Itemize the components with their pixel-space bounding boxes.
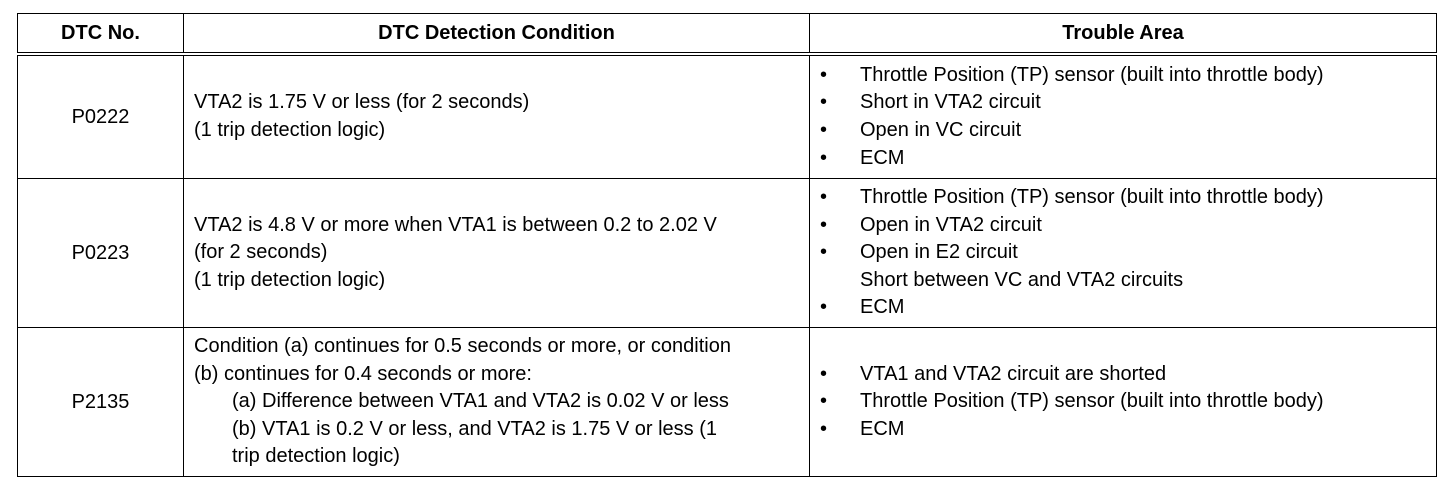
dtc-code: P2135: [18, 328, 184, 477]
bullet-icon: •: [820, 63, 828, 86]
condition-line: (b) continues for 0.4 seconds or more:: [194, 362, 532, 385]
header-trouble-area: Trouble Area: [810, 14, 1437, 55]
condition-line: (a) Difference between VTA1 and VTA2 is 0.02 V or less: [232, 390, 729, 413]
condition-line: (1 trip detection logic): [194, 268, 386, 291]
trouble-area: [810, 179, 1437, 328]
trouble-area: [810, 328, 1437, 477]
table-row: [18, 54, 1437, 179]
condition-line: Condition (a) continues for 0.5 seconds or more, or condition: [194, 335, 731, 358]
header-row: [18, 14, 1437, 55]
bullet-icon: •: [820, 417, 828, 440]
trouble-item: • ECM: [820, 145, 1426, 173]
detection-condition: [184, 179, 810, 328]
trouble-item: • Open in VTA2 circuit: [820, 212, 1426, 240]
trouble-item: • Throttle Position (TP) sensor (built into throttle body): [820, 62, 1426, 90]
trouble-item: • ECM: [820, 416, 1426, 444]
trouble-item: • Open in E2 circuit: [820, 239, 1426, 267]
bullet-icon: •: [820, 362, 828, 385]
bullet-icon: •: [820, 91, 828, 114]
bullet-icon: •: [820, 296, 828, 319]
condition-line: (b) VTA1 is 0.2 V or less, and VTA2 is 1.75 V or less (1: [232, 417, 718, 440]
trouble-item: • VTA1 and VTA2 circuit are shorted: [820, 361, 1426, 389]
trouble-item: Short between VC and VTA2 circuits: [860, 268, 1184, 291]
trouble-area: [810, 54, 1437, 179]
detection-condition: [184, 54, 810, 179]
condition-line: (1 trip detection logic): [194, 119, 386, 141]
bullet-icon: •: [820, 390, 828, 413]
header-detection-condition: DTC Detection Condition: [184, 14, 810, 55]
trouble-item: • Throttle Position (TP) sensor (built into throttle body): [820, 184, 1426, 212]
condition-line: VTA2 is 1.75 V or less (for 2 seconds): [194, 91, 530, 114]
bullet-icon: •: [820, 146, 828, 169]
condition-line: trip detection logic): [232, 445, 400, 468]
condition-line: (for 2 seconds): [194, 241, 328, 264]
dtc-code: P0223: [18, 179, 184, 328]
bullet-icon: •: [820, 119, 828, 141]
table-row: [18, 179, 1437, 328]
condition-line: VTA2 is 4.8 V or more when VTA1 is between 0.2 to 2.02 V: [194, 213, 717, 236]
table-row: [18, 328, 1437, 477]
dtc-table: [17, 13, 1437, 477]
trouble-item: • Short in VTA2 circuit: [820, 89, 1426, 117]
bullet-icon: •: [820, 186, 828, 209]
trouble-item: • ECM: [820, 294, 1426, 322]
detection-condition: [184, 328, 810, 477]
bullet-icon: •: [820, 241, 828, 264]
bullet-icon: •: [820, 213, 828, 236]
trouble-item: • Open in VC circuit: [820, 117, 1426, 145]
dtc-code: P0222: [18, 54, 184, 179]
header-dtc-no: DTC No.: [18, 14, 184, 55]
trouble-item: • Throttle Position (TP) sensor (built into throttle body): [820, 388, 1426, 416]
